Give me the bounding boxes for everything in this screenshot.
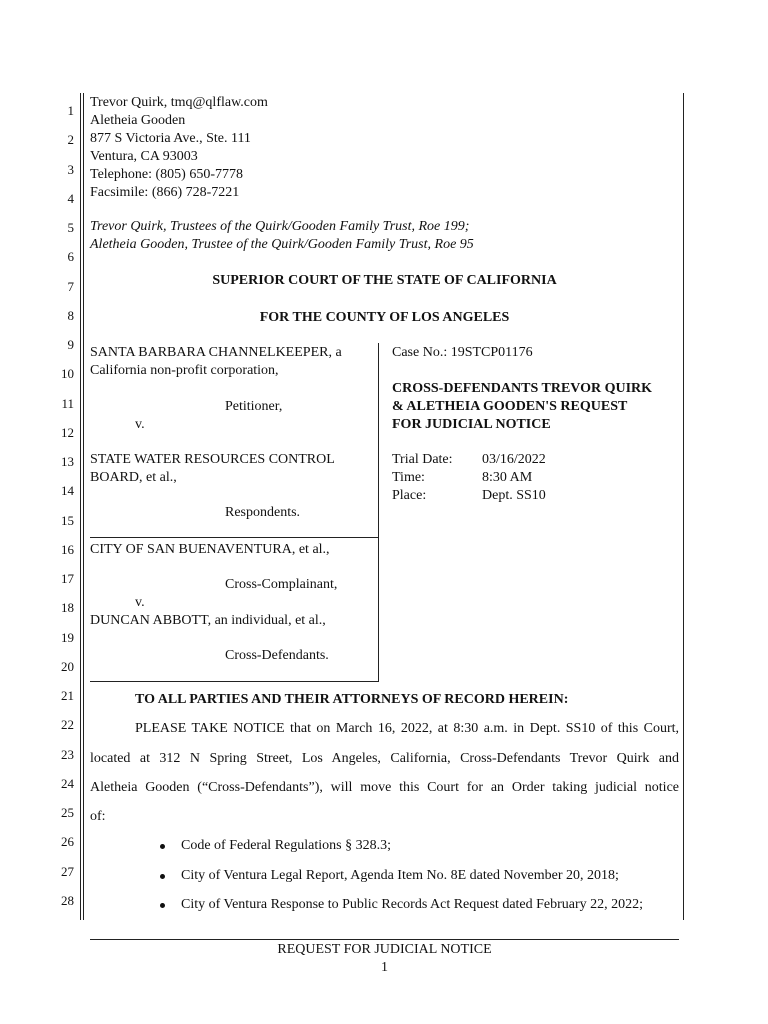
cross-defendant-role: Cross-Defendants. <box>225 648 329 663</box>
line-number: 15 <box>61 513 74 528</box>
line-number: 20 <box>61 659 74 674</box>
cross-complainant-name: CITY OF SAN BUENAVENTURA, et al., <box>90 542 330 557</box>
list-item: Code of Federal Regulations § 328.3; <box>181 838 391 853</box>
notice-heading: TO ALL PARTIES AND THEIR ATTORNEYS OF RECORD HEREIN: <box>135 692 569 707</box>
party-designation-2: Aletheia Gooden, Trustee of the Quirk/Gooden Family Trust, Roe 95 <box>90 237 474 252</box>
notice-paragraph-line-1: PLEASE TAKE NOTICE that on March 16, 2022, at 8:30 a.m. in Dept. SS10 of this Court, <box>135 721 679 736</box>
case-number: Case No.: 19STCP01176 <box>392 345 533 360</box>
line-number: 10 <box>61 366 74 381</box>
line-number: 19 <box>61 630 74 645</box>
bullet-icon <box>160 874 165 879</box>
line-number: 13 <box>61 454 74 469</box>
notice-paragraph-line-3: Aletheia Gooden (“Cross-Defendants”), will move this Court for an Order taking judicial notice <box>90 780 679 795</box>
right-margin-rule <box>683 93 684 920</box>
line-number: 12 <box>61 425 74 440</box>
page-number: 1 <box>381 960 388 975</box>
line-number: 11 <box>61 396 74 411</box>
place-value: Dept. SS10 <box>482 488 546 503</box>
line-number: 4 <box>67 191 74 206</box>
document-title-line-2: & ALETHEIA GOODEN'S REQUEST <box>392 399 628 414</box>
place-label: Place: <box>392 488 427 503</box>
line-number: 8 <box>67 308 74 323</box>
line-number: 21 <box>61 688 74 703</box>
court-name: SUPERIOR COURT OF THE STATE OF CALIFORNIA <box>212 273 557 288</box>
bullet-icon <box>160 844 165 849</box>
line-number: 1 <box>67 103 74 118</box>
caption-mid-rule <box>90 537 378 538</box>
cross-defendant-name: DUNCAN ABBOTT, an individual, et al., <box>90 613 326 628</box>
versus-1: v. <box>135 417 145 432</box>
bullet-icon <box>160 903 165 908</box>
attorney-name-2: Aletheia Gooden <box>90 113 186 128</box>
left-margin-rule-inner <box>83 93 84 920</box>
line-number: 22 <box>61 717 74 732</box>
cross-complainant-role: Cross-Complainant, <box>225 577 338 592</box>
list-item: City of Ventura Legal Report, Agenda Item No. 8E dated November 20, 2018; <box>181 868 619 883</box>
footer-rule <box>90 939 679 940</box>
line-number: 24 <box>61 776 74 791</box>
line-number: 6 <box>67 249 74 264</box>
attorney-telephone: Telephone: (805) 650-7778 <box>90 167 243 182</box>
respondent-role: Respondents. <box>225 505 301 520</box>
line-number: 16 <box>61 542 74 557</box>
attorney-address-1: 877 S Victoria Ave., Ste. 111 <box>90 131 251 146</box>
line-number: 23 <box>61 747 74 762</box>
line-number: 9 <box>67 337 74 352</box>
document-title-line-1: CROSS-DEFENDANTS TREVOR QUIRK <box>392 381 653 396</box>
line-number: 5 <box>67 220 74 235</box>
petitioner-role: Petitioner, <box>225 399 283 414</box>
list-item: City of Ventura Response to Public Records Act Request dated February 22, 2022; <box>181 897 644 912</box>
versus-2: v. <box>135 595 145 610</box>
line-number: 14 <box>61 483 74 498</box>
line-number: 26 <box>61 834 74 849</box>
court-county: FOR THE COUNTY OF LOS ANGELES <box>259 310 510 325</box>
time-label: Time: <box>392 470 425 485</box>
petitioner-name-line-2: California non-profit corporation, <box>90 363 279 378</box>
respondent-name-line-2: BOARD, et al., <box>90 470 177 485</box>
line-number: 3 <box>67 162 74 177</box>
respondent-name-line-1: STATE WATER RESOURCES CONTROL <box>90 452 335 467</box>
line-number: 25 <box>61 805 74 820</box>
trial-date-value: 03/16/2022 <box>482 452 546 467</box>
footer-title: REQUEST FOR JUDICIAL NOTICE <box>277 942 492 957</box>
time-value: 8:30 AM <box>482 470 533 485</box>
line-number: 2 <box>67 132 74 147</box>
petitioner-name-line-1: SANTA BARBARA CHANNELKEEPER, a <box>90 345 342 360</box>
attorney-address-2: Ventura, CA 93003 <box>90 149 198 164</box>
attorney-facsimile: Facsimile: (866) 728-7221 <box>90 185 240 200</box>
party-designation-1: Trevor Quirk, Trustees of the Quirk/Gooden Family Trust, Roe 199; <box>90 219 470 234</box>
document-title-line-3: FOR JUDICIAL NOTICE <box>392 417 551 432</box>
line-number: 18 <box>61 600 74 615</box>
caption-divider <box>378 343 379 682</box>
line-number: 7 <box>67 279 74 294</box>
attorney-name-email: Trevor Quirk, tmq@qlflaw.com <box>90 95 268 110</box>
line-number: 27 <box>61 864 74 879</box>
trial-date-label: Trial Date: <box>392 452 453 467</box>
line-number: 28 <box>61 893 74 908</box>
notice-paragraph-line-2: located at 312 N Spring Street, Los Angeles, California, Cross-Defendants Trevor Quirk and <box>90 751 679 766</box>
caption-bottom-rule <box>90 681 378 682</box>
left-margin-rule-outer <box>80 93 81 920</box>
line-number: 17 <box>61 571 74 586</box>
notice-paragraph-line-4: of: <box>90 809 106 824</box>
